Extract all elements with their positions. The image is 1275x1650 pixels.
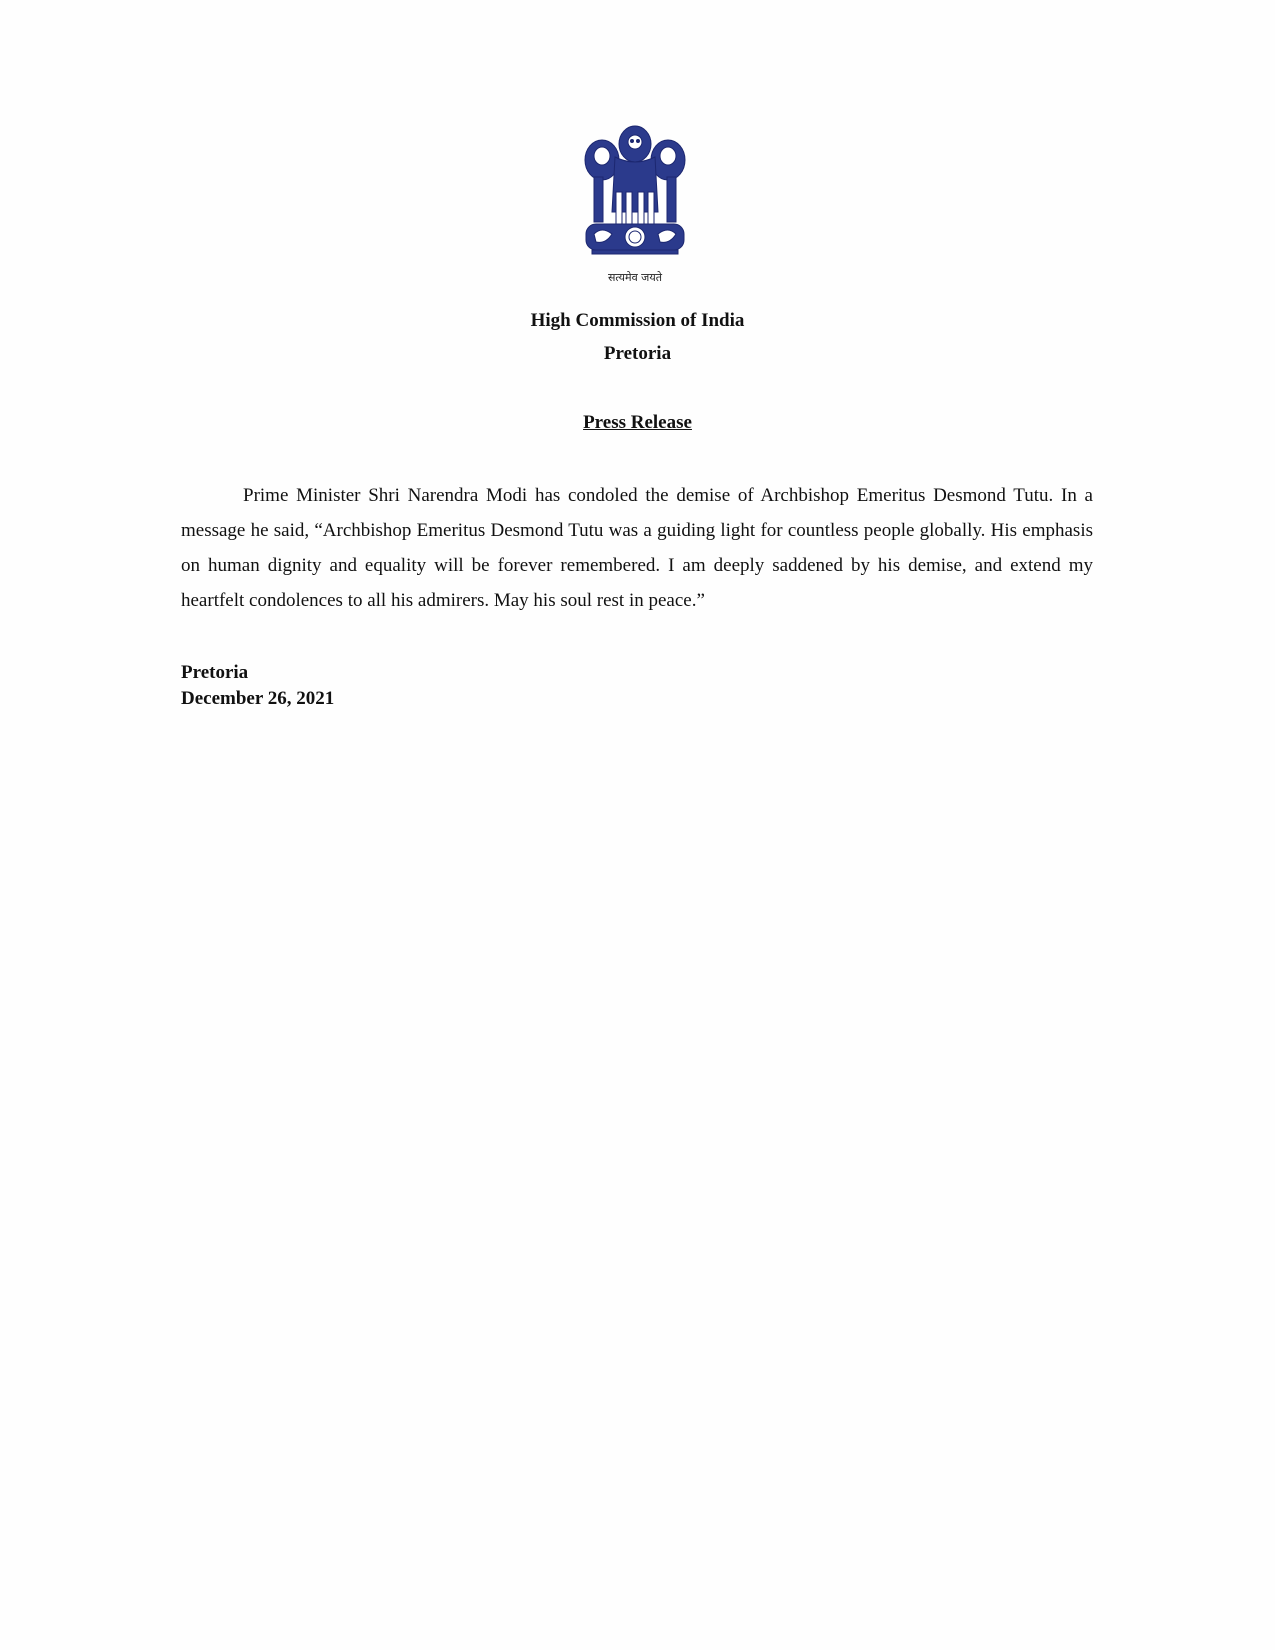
issue-place: Pretoria	[181, 662, 249, 683]
document-title: Press Release	[583, 412, 692, 433]
organization-name: High Commission of India	[530, 310, 745, 331]
organization-city: Pretoria	[603, 343, 672, 364]
issue-date: December 26, 2021	[181, 688, 335, 709]
ashoka-emblem-icon	[580, 122, 690, 272]
emblem-motto: सत्यमेव जयते	[607, 271, 662, 284]
body-paragraph: Prime Minister Shri Narendra Modi has condoled the demise of Archbishop Emeritus Desmond Tutu. In a message he said, “Archbishop Emeritus Desmond Tutu was a guiding light for countless people globally. His emphasis on human dignity and equality will be forever remembered. I am deeply saddened by his demise, and extend my heartfelt condolences to all his admirers. May his soul rest in peace.”	[181, 485, 1093, 611]
